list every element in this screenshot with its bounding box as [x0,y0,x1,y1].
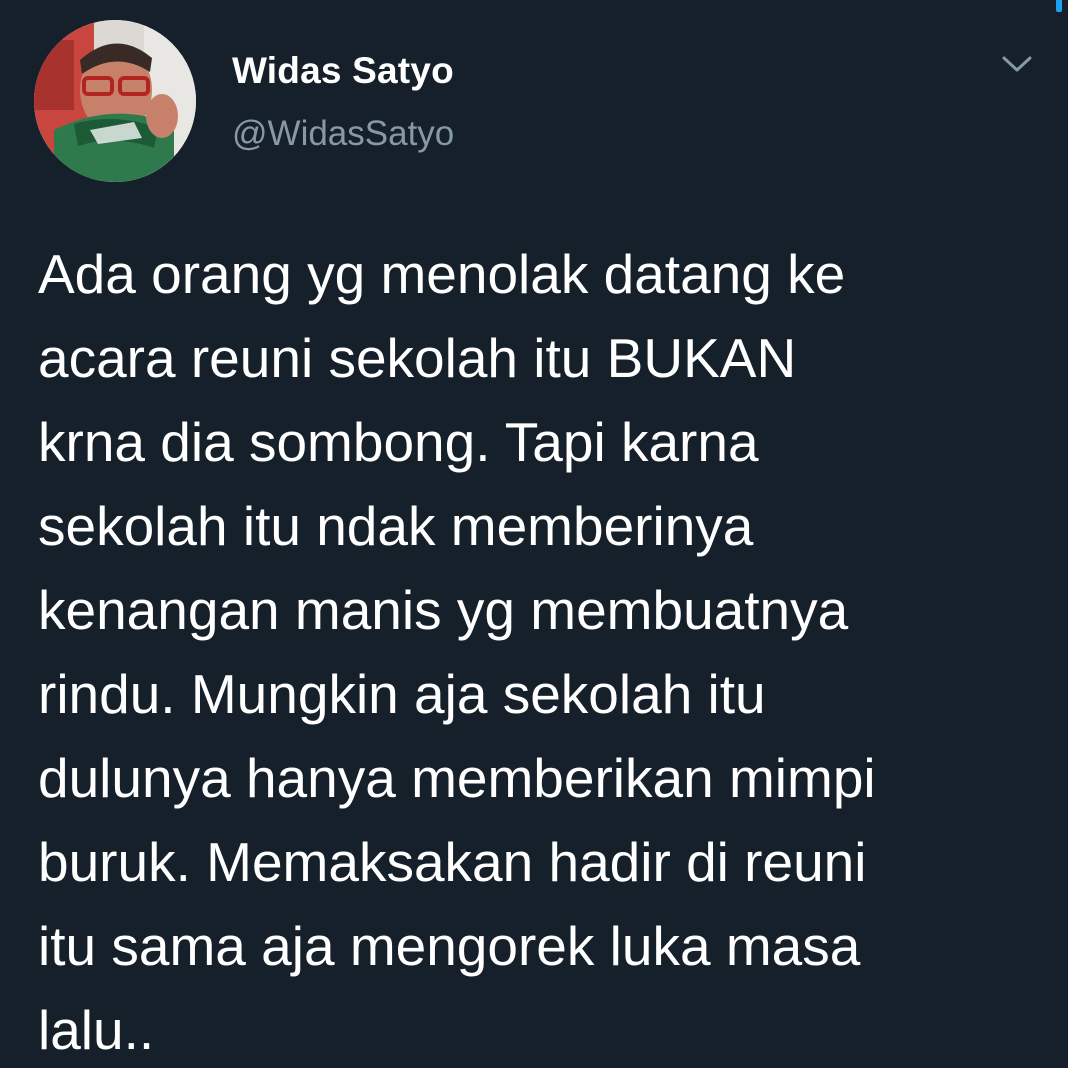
tweet-text-line: buruk. Memaksakan hadir di reuni [38,831,867,893]
author-handle[interactable]: @WidasSatyo [232,114,455,153]
tweet-text-line: krna dia sombong. Tapi karna [38,411,759,473]
tweet-text [38,232,1038,1068]
avatar[interactable] [34,20,196,182]
chevron-down-icon[interactable] [1000,50,1034,78]
profile-photo-icon [34,20,196,182]
tweet-text-line: lalu.. [38,999,155,1061]
tweet-text-line: itu sama aja mengorek luka masa [38,915,861,977]
scroll-indicator [1056,0,1062,12]
tweet-text-line: rindu. Mungkin aja sekolah itu [38,663,766,725]
tweet-text-line: sekolah itu ndak memberinya [38,495,754,557]
tweet-text-line: acara reuni sekolah itu BUKAN [38,327,797,389]
author-display-name[interactable]: Widas Satyo [232,50,454,91]
tweet-text-line: kenangan manis yg membuatnya [38,579,849,641]
tweet-text-line: Ada orang yg menolak datang ke [38,243,846,305]
tweet-text-line: dulunya hanya memberikan mimpi [38,747,876,809]
